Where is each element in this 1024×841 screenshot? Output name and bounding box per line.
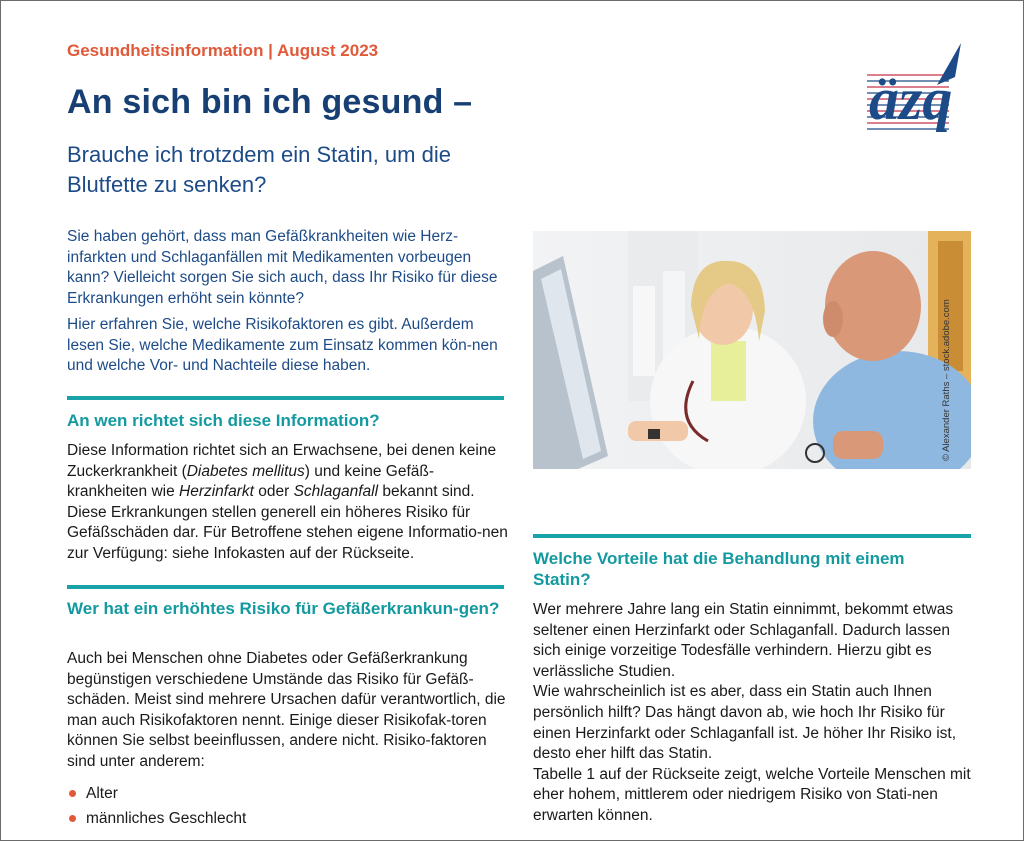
intro-paragraph-2: Hier erfahren Sie, welche Risikofaktoren es gibt. Außerdem lesen Sie, welche Medikamente zum Einsatz kommen kön-nen und welche Vor- und Nachteile diese haben.: [67, 316, 498, 374]
benefits-paragraph-3: Tabelle 1 auf der Rückseite zeigt, welche Vorteile Menschen mit eher hohem, mittlerem oder niedrigem Risiko von Stati-nen erwarten können.: [533, 765, 971, 824]
bullet-dot-icon: [69, 815, 76, 822]
bullet-dot-icon: [69, 790, 76, 797]
section-divider: [67, 585, 504, 589]
section-divider: [67, 396, 504, 400]
doctor-patient-photo: [533, 231, 971, 469]
kicker-line: Gesundheitsinformation | August 2023: [67, 41, 379, 60]
section-text-audience: Diese Information richtet sich an Erwachsene, bei denen keine Zuckerkrankheit (Diabetes mellitus) und keine Gefäß-krankheiten wie Herzinfarkt oder Schlaganfall bekannt sind. Diese Erkrankungen stellen generell ein höheres Risiko für Gefäßschäden dar. Für Betroffene stehen eigene Informatio-nen zur Verfügung: siehe Infokasten auf der Rückseite.: [67, 442, 508, 562]
page-subtitle: Brauche ich trotzdem ein Statin, um die Blutfette zu senken?: [67, 142, 451, 197]
logo-wordmark: äzq: [869, 66, 953, 132]
intro-paragraph-1: Sie haben gehört, dass man Gefäßkrankheiten wie Herz-infarkten und Schlaganfällen mit Medikamenten vorbeugen kann? Vielleicht sorgen Sie sich auch, dass Ihr Risiko für diese Erkrankungen erhöht sein könnte?: [67, 228, 498, 307]
section-heading-risk: Wer hat ein erhöhtes Risiko für Gefäßerkrankun-gen?: [67, 599, 500, 618]
azq-logo: [863, 41, 973, 133]
section-text-benefits: [533, 600, 975, 827]
benefits-paragraph-2: Wie wahrscheinlich ist es aber, dass ein Statin auch Ihnen persönlich hilft? Das hängt davon ab, wie hoch Ihr Risiko für einen Herzinfarkt oder Schlaganfall ist. Je höher Ihr Risiko ist, desto eher hilft das Statin.: [533, 683, 957, 763]
section-heading-benefits: Welche Vorteile hat die Behandlung mit einem Statin?: [533, 549, 905, 589]
section-heading-audience: An wen richtet sich diese Information?: [67, 411, 380, 430]
intro-text: [67, 227, 507, 383]
list-item: Alter: [67, 781, 246, 806]
photo-credit: © Alexander Raths – stock.adobe.com: [941, 299, 952, 461]
risk-factor-list: [67, 781, 246, 831]
page-title: An sich bin ich gesund –: [67, 83, 473, 121]
benefits-paragraph-1: Wer mehrere Jahre lang ein Statin einnimmt, bekommt etwas seltener einen Herzinfarkt oder Schlaganfall. Dadurch lassen sich einige vorzeitige Todesfälle verhindern. Hierzu gibt es verlässliche Studien.: [533, 601, 954, 680]
section-text-risk: Auch bei Menschen ohne Diabetes oder Gefäßerkrankung begünstigen verschiedene Umstände das Risiko für Gefäß-schäden. Meist sind mehrere Ursachen dafür verantwortlich, die man auch Risikofaktoren nennt. Einige dieser Risikofak-toren können Sie selbst beeinflussen, andere nicht. Risiko-faktoren sind unter anderem:: [67, 650, 506, 770]
section-divider: [533, 534, 971, 538]
list-item: männliches Geschlecht: [67, 806, 246, 831]
